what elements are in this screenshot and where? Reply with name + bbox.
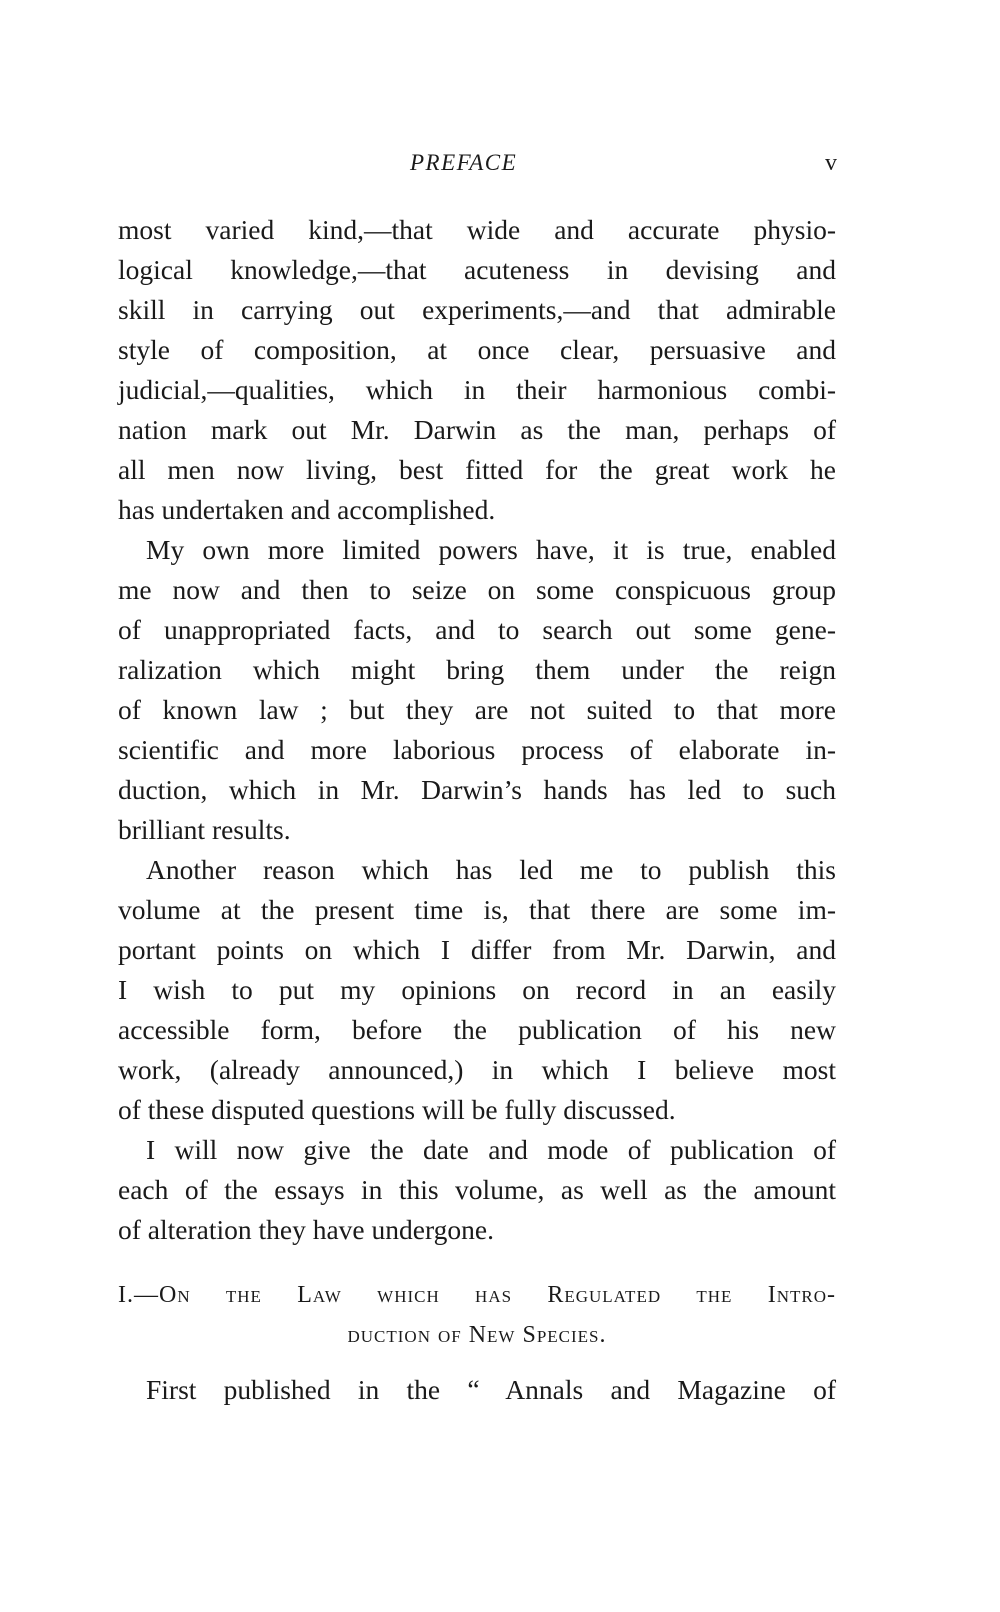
text-line: of alteration they have undergone. <box>118 1214 494 1245</box>
section-heading-line: I.—On the Law which has Regulated the Intro- <box>118 1282 836 1308</box>
text-line: Another reason which has led me to publish this <box>146 854 836 885</box>
text-line: I will now give the date and mode of publication of <box>146 1134 836 1165</box>
paragraph-4 <box>118 1130 836 1250</box>
text-line: accessible form, before the publication of his new <box>118 1014 836 1045</box>
text-line: brilliant results. <box>118 814 291 845</box>
text-line: has undertaken and accomplished. <box>118 494 496 525</box>
text-line: of known law ; but they are not suited to that more <box>118 694 836 725</box>
text-line: work, (already announced,) in which I believe most <box>118 1054 836 1085</box>
text-line: I wish to put my opinions on record in an easily <box>118 974 836 1005</box>
text-line: First published in the “ Annals and Magazine of <box>146 1374 836 1405</box>
text-line: me now and then to seize on some conspicuous group <box>118 574 836 605</box>
text-line: each of the essays in this volume, as well as the amount <box>118 1174 836 1205</box>
text-line: duction, which in Mr. Darwin’s hands has led to such <box>118 774 836 805</box>
section-heading <box>118 1275 836 1355</box>
text-line: scientific and more laborious process of elaborate in- <box>118 734 836 765</box>
text-line: judicial,—qualities, which in their harmonious combi- <box>118 374 836 405</box>
text-line: logical knowledge,—that acuteness in devising and <box>118 254 836 285</box>
text-line: volume at the present time is, that there are some im- <box>118 894 836 925</box>
text-line: most varied kind,—that wide and accurate physio- <box>118 214 836 245</box>
text-line: style of composition, at once clear, persuasive and <box>118 334 836 365</box>
text-line: all men now living, best fitted for the great work he <box>118 454 836 485</box>
paragraph-3 <box>118 850 836 1130</box>
text-line: of these disputed questions will be fully discussed. <box>118 1094 676 1125</box>
paragraph-5 <box>118 1370 836 1410</box>
running-head <box>0 150 1000 186</box>
section-heading-line: duction of New Species. <box>347 1322 607 1348</box>
text-line: nation mark out Mr. Darwin as the man, perhaps of <box>118 414 836 445</box>
body-text <box>118 210 836 1250</box>
text-line: ralization which might bring them under the reign <box>118 654 836 685</box>
page-number: v <box>825 150 837 176</box>
paragraph-1 <box>118 210 836 530</box>
text-line: portant points on which I differ from Mr. Darwin, and <box>118 934 836 965</box>
running-title: PREFACE <box>410 150 518 175</box>
text-line: skill in carrying out experiments,—and that admirable <box>118 294 836 325</box>
text-line: My own more limited powers have, it is true, enabled <box>146 534 836 565</box>
text-line: of unappropriated facts, and to search out some gene- <box>118 614 836 645</box>
paragraph-2 <box>118 530 836 850</box>
